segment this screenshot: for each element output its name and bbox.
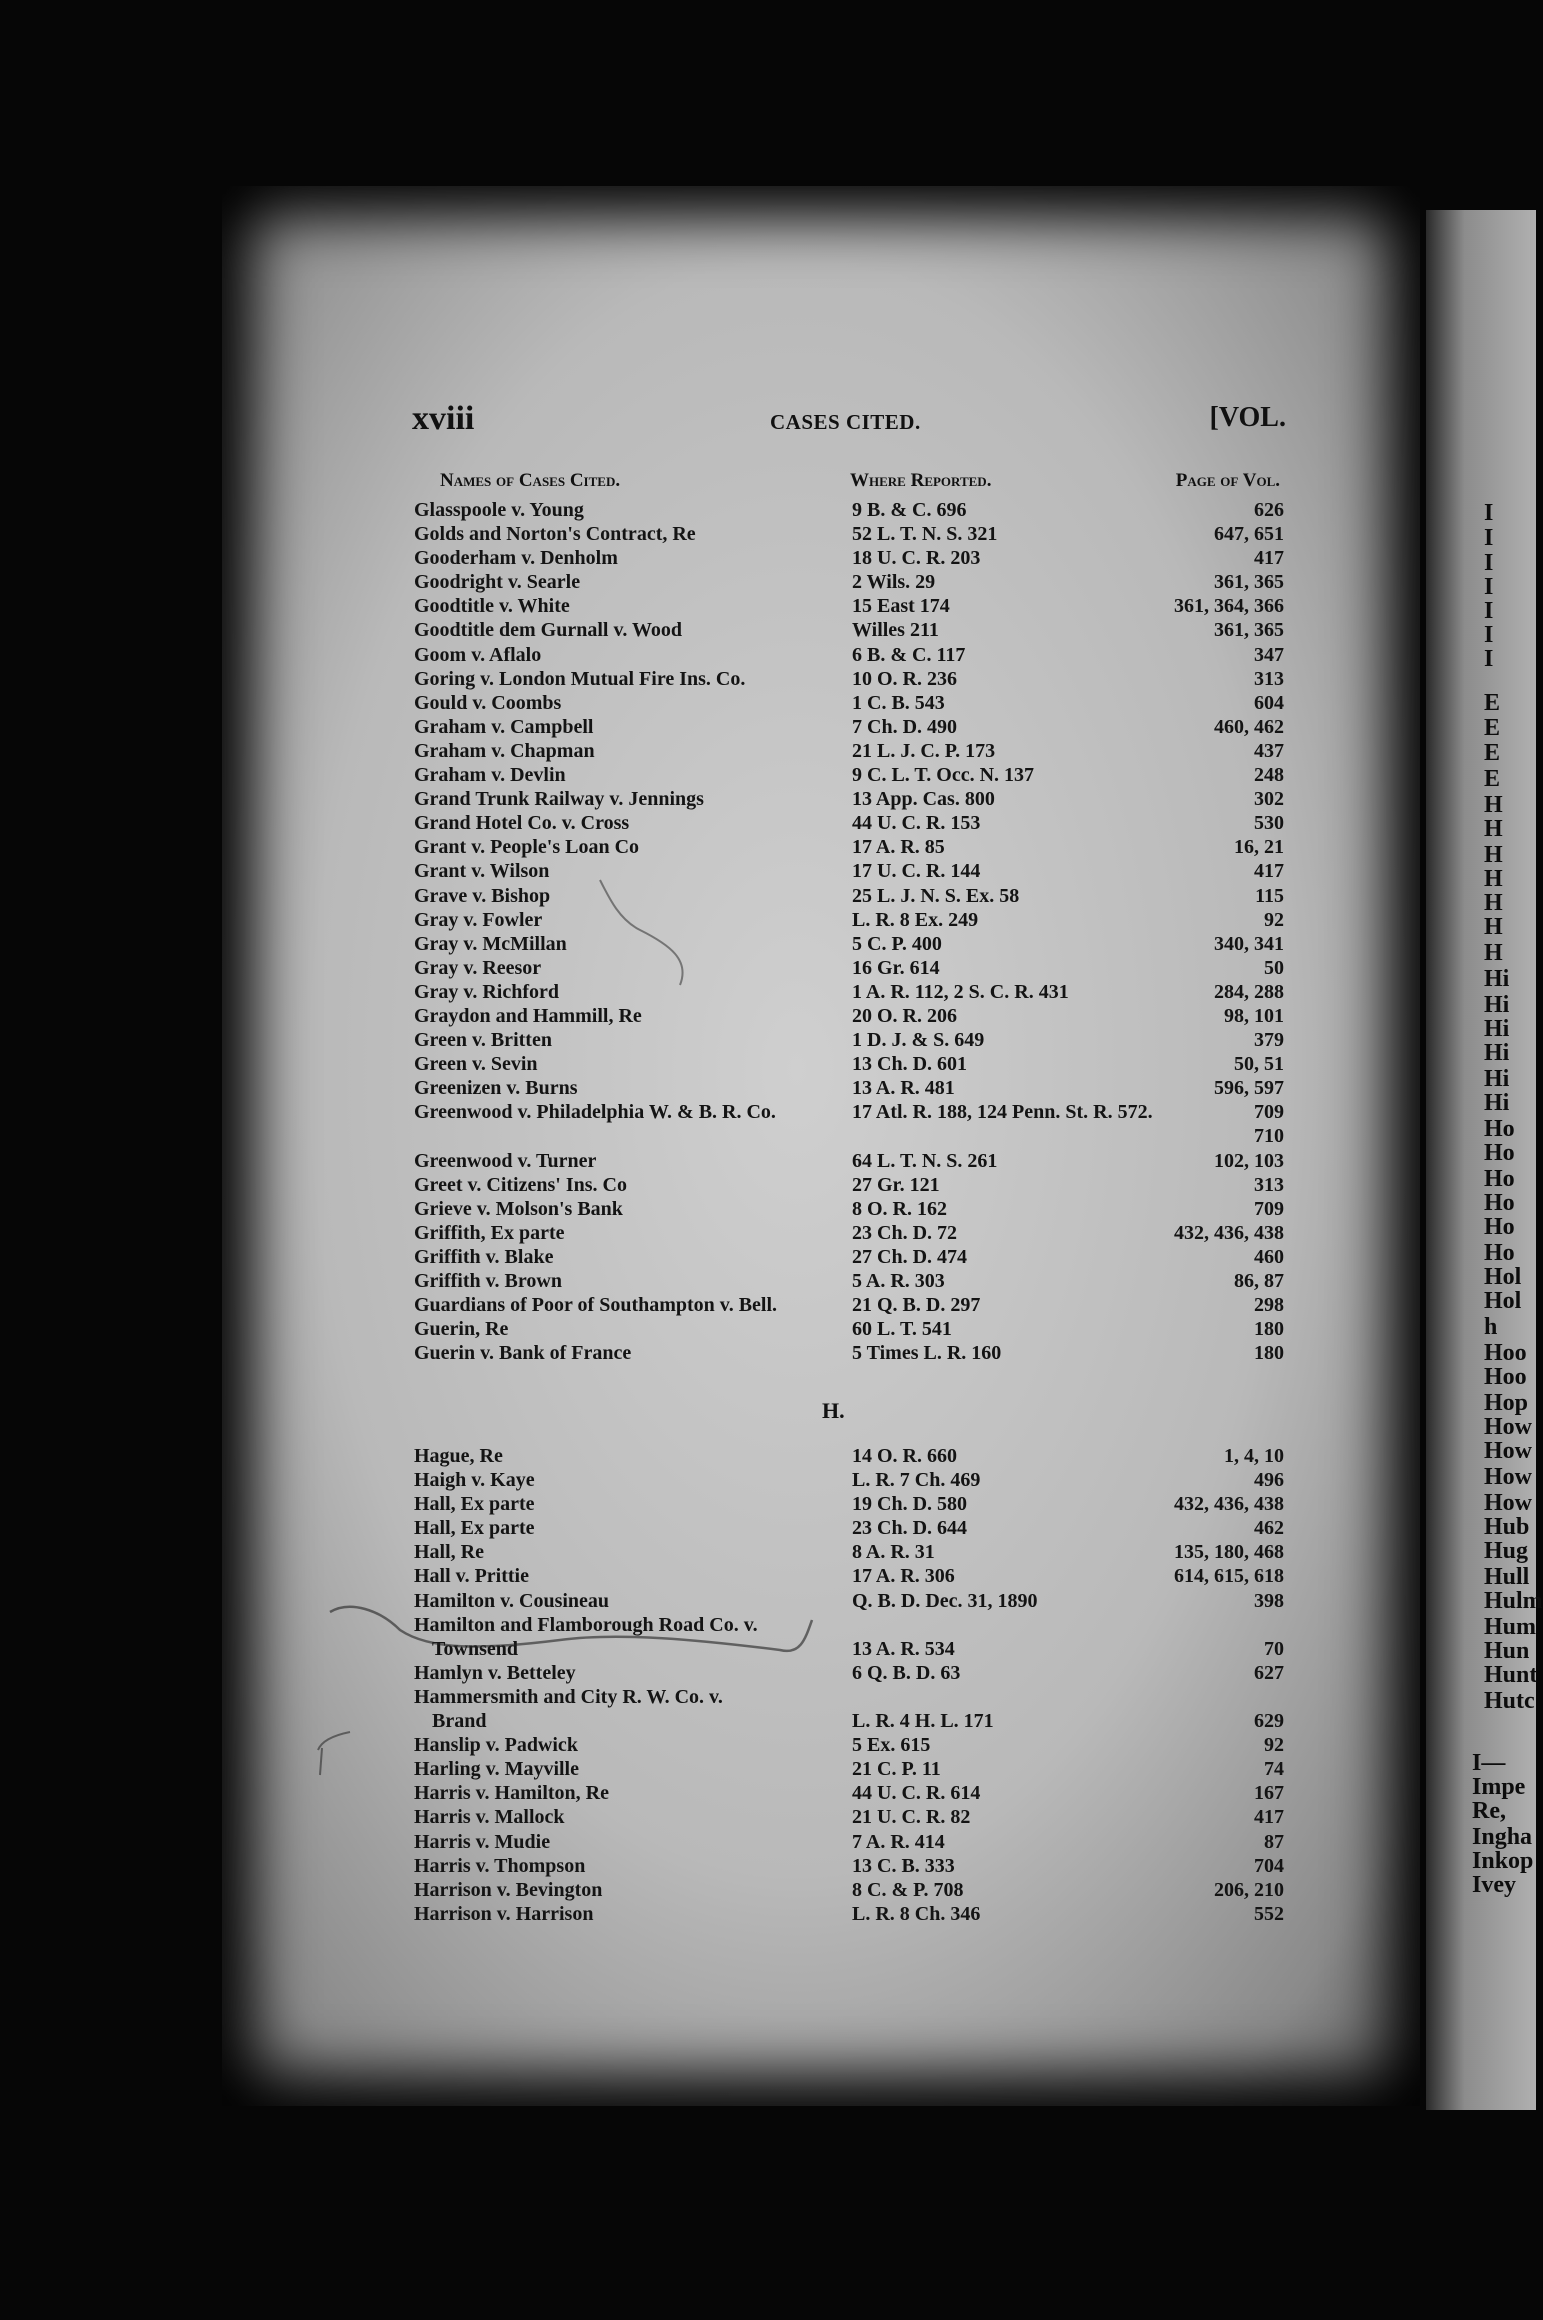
case-row: [414, 1589, 1284, 1613]
case-name: Glasspoole v. Young: [414, 499, 584, 521]
facing-page-fragment: Hub: [1484, 1514, 1530, 1540]
case-row: [414, 1124, 1284, 1148]
case-where-reported: 1 A. R. 112, 2 S. C. R. 431: [852, 980, 1069, 1003]
case-row: [414, 1052, 1284, 1076]
case-row: [414, 1902, 1284, 1926]
case-where-reported: 23 Ch. D. 644: [852, 1517, 968, 1540]
case-row: [414, 1100, 1284, 1124]
case-row: [414, 546, 1284, 570]
facing-page-fragment: Ho: [1484, 1190, 1515, 1216]
case-name: Greenizen v. Burns: [414, 1077, 578, 1100]
facing-page-fragment: Hoo: [1484, 1340, 1527, 1366]
case-page: 1, 4, 10: [1224, 1445, 1284, 1467]
case-name: Green v. Sevin: [414, 1053, 538, 1076]
case-row: [414, 1341, 1284, 1365]
case-row: [414, 522, 1284, 546]
case-name: Grand Trunk Railway v. Jennings: [414, 788, 704, 811]
case-page: 284, 288: [1214, 980, 1284, 1003]
case-page: 417: [1254, 1806, 1284, 1829]
case-row: [414, 570, 1284, 594]
case-row: [414, 811, 1284, 835]
case-row: [414, 1516, 1284, 1540]
facing-page-fragment: I: [1484, 622, 1494, 648]
case-name: Hanslip v. Padwick: [414, 1734, 578, 1757]
case-where-reported: 64 L. T. N. S. 261: [852, 1149, 998, 1172]
case-where-reported: 9 B. & C. 696: [852, 499, 967, 521]
case-where-reported: 20 O. R. 206: [852, 1004, 957, 1027]
case-where-reported: 5 Times L. R. 160: [852, 1342, 1002, 1365]
case-page: 92: [1264, 1734, 1284, 1757]
case-name: Greenwood v. Philadelphia W. & B. R. Co.: [414, 1101, 776, 1124]
case-page: 462: [1254, 1517, 1284, 1540]
case-name: Gray v. McMillan: [414, 932, 567, 955]
facing-page-fragment: Hull: [1484, 1564, 1530, 1590]
case-page: 70: [1264, 1637, 1284, 1660]
facing-page-fragment: Ho: [1484, 1240, 1515, 1266]
facing-page-fragment: Ho: [1484, 1166, 1515, 1192]
case-page: 361, 365: [1214, 571, 1284, 594]
case-where-reported: 9 C. L. T. Occ. N. 137: [852, 764, 1035, 787]
case-row: [414, 715, 1284, 739]
facing-page-fragment: E: [1484, 766, 1501, 792]
facing-page-fragment: E: [1484, 740, 1501, 766]
case-page: 92: [1264, 908, 1284, 931]
case-page: 604: [1254, 691, 1284, 714]
case-where-reported: 21 L. J. C. P. 173: [852, 739, 996, 762]
case-row: [414, 1613, 1284, 1637]
case-row: [414, 932, 1284, 956]
case-name: Townsend: [432, 1637, 518, 1660]
case-name: Griffith, Ex parte: [414, 1221, 565, 1244]
facing-page-fragment: I: [1484, 598, 1494, 624]
case-page: 704: [1254, 1854, 1284, 1877]
facing-page-fragment: Hop: [1484, 1390, 1529, 1416]
case-page: 361, 365: [1214, 619, 1284, 642]
facing-page-fragment: Hol: [1484, 1264, 1522, 1290]
case-page: 298: [1254, 1294, 1284, 1317]
facing-page-fragment: Hi: [1484, 1090, 1510, 1116]
page-number: xviii: [412, 400, 475, 437]
case-row: [414, 739, 1284, 763]
case-where-reported: 15 East 174: [852, 595, 950, 618]
case-row: [414, 908, 1284, 932]
case-name: Gray v. Fowler: [414, 908, 543, 931]
case-where-reported: 27 Ch. D. 474: [852, 1245, 968, 1268]
case-where-reported: 25 L. J. N. S. Ex. 58: [852, 884, 1020, 907]
case-where-reported: 7 A. R. 414: [852, 1830, 945, 1853]
case-row: [414, 1269, 1284, 1293]
case-name: Grave v. Bishop: [414, 884, 551, 907]
case-row: [414, 1317, 1284, 1341]
case-row: [414, 884, 1284, 908]
case-page: 626: [1254, 499, 1284, 521]
case-name: Hall, Ex parte: [414, 1493, 535, 1516]
case-row: [414, 1733, 1284, 1757]
facing-page-fragment: How: [1484, 1464, 1532, 1490]
case-where-reported: 18 U. C. R. 203: [852, 547, 981, 570]
section-heading-h: H.: [822, 1398, 845, 1423]
facing-page-fragment: I: [1484, 500, 1494, 526]
case-page: 627: [1254, 1661, 1284, 1684]
case-page: 530: [1254, 812, 1284, 835]
case-name: Grant v. People's Loan Co: [414, 836, 640, 859]
case-name: Guerin, Re: [414, 1318, 509, 1341]
case-row: [414, 956, 1284, 980]
case-name: Guardians of Poor of Southampton v. Bell.: [414, 1294, 778, 1317]
case-page: 98, 101: [1224, 1004, 1284, 1027]
case-where-reported: 21 Q. B. D. 297: [852, 1294, 981, 1317]
facing-page-fragment: H: [1484, 792, 1503, 818]
volume-label: [VOL.: [1209, 402, 1286, 433]
case-page: 614, 615, 618: [1174, 1565, 1284, 1588]
case-name: Gould v. Coombs: [414, 691, 562, 714]
case-row: [414, 1076, 1284, 1100]
case-where-reported: 17 Atl. R. 188, 124 Penn. St. R. 572.: [852, 1101, 1153, 1124]
case-where-reported: Q. B. D. Dec. 31, 1890: [852, 1589, 1038, 1612]
facing-page-fragment: Impe: [1472, 1774, 1526, 1800]
case-where-reported: 2 Wils. 29: [852, 571, 936, 594]
case-where-reported: 14 O. R. 660: [852, 1445, 957, 1467]
case-where-reported: 17 U. C. R. 144: [852, 860, 981, 883]
case-page: 432, 436, 438: [1174, 1221, 1284, 1244]
column-header-names: Names of Cases Cited.: [440, 470, 621, 491]
case-row: [414, 763, 1284, 787]
case-where-reported: 8 O. R. 162: [852, 1197, 947, 1220]
facing-page-fragment: Ho: [1484, 1116, 1515, 1142]
case-row: [414, 1245, 1284, 1269]
case-row: [414, 1878, 1284, 1902]
case-name: Grieve v. Molson's Bank: [414, 1197, 623, 1220]
page-title: CASES CITED.: [770, 410, 921, 434]
case-row: [414, 1197, 1284, 1221]
case-name: Goom v. Aflalo: [414, 643, 542, 666]
case-where-reported: 17 A. R. 306: [852, 1565, 955, 1588]
case-name: Graham v. Devlin: [414, 764, 566, 787]
case-row: [414, 1468, 1284, 1492]
case-page: 50: [1264, 956, 1284, 979]
facing-page-fragment: H: [1484, 940, 1503, 966]
case-row: [414, 787, 1284, 811]
facing-page-fragment: H: [1484, 914, 1503, 940]
case-row: [414, 594, 1284, 618]
case-name: Graham v. Campbell: [414, 715, 594, 738]
case-page: 460, 462: [1214, 715, 1284, 738]
case-where-reported: 27 Gr. 121: [852, 1173, 940, 1196]
case-page: 206, 210: [1214, 1878, 1284, 1901]
case-where-reported: L. R. 4 H. L. 171: [852, 1710, 994, 1733]
case-row: [414, 1149, 1284, 1173]
facing-page-fragment: Hug: [1484, 1538, 1529, 1564]
case-name: Gray v. Reesor: [414, 956, 542, 979]
case-page: 417: [1254, 547, 1284, 570]
facing-page-fragment: H: [1484, 816, 1503, 842]
case-where-reported: 44 U. C. R. 153: [852, 812, 981, 835]
case-row: [414, 643, 1284, 667]
case-name: Harris v. Hamilton, Re: [414, 1782, 609, 1805]
case-page: 102, 103: [1214, 1149, 1284, 1172]
case-row: [414, 1028, 1284, 1052]
facing-page-fragment: Ho: [1484, 1140, 1515, 1166]
case-where-reported: 6 Q. B. D. 63: [852, 1661, 961, 1684]
facing-page-fragment: Hulm: [1484, 1588, 1543, 1614]
case-page: 167: [1254, 1782, 1284, 1805]
case-page: 437: [1254, 739, 1284, 762]
case-row: [414, 618, 1284, 642]
case-name: Goring v. London Mutual Fire Ins. Co.: [414, 667, 746, 690]
column-header-where: Where Reported.: [850, 470, 992, 491]
case-row: [414, 1173, 1284, 1197]
case-row: [414, 1661, 1284, 1685]
case-where-reported: 6 B. & C. 117: [852, 643, 966, 666]
case-page: 302: [1254, 788, 1284, 811]
case-where-reported: 13 A. R. 481: [852, 1077, 955, 1100]
case-page: 248: [1254, 764, 1284, 787]
case-where-reported: 7 Ch. D. 490: [852, 715, 958, 738]
case-where-reported: 10 O. R. 236: [852, 667, 957, 690]
case-page: 180: [1254, 1342, 1284, 1365]
case-where-reported: 13 App. Cas. 800: [852, 788, 995, 811]
facing-page-fragment: Ho: [1484, 1214, 1515, 1240]
case-where-reported: 8 A. R. 31: [852, 1541, 935, 1564]
case-name: Harrison v. Harrison: [414, 1902, 594, 1925]
case-row: [414, 1492, 1284, 1516]
case-name: Graham v. Chapman: [414, 739, 595, 762]
case-row: [414, 1540, 1284, 1564]
case-page: 347: [1254, 643, 1284, 666]
case-where-reported: 52 L. T. N. S. 321: [852, 523, 998, 546]
case-row: [414, 691, 1284, 715]
facing-page-fragment: I: [1484, 574, 1494, 600]
facing-page-fragment: Hol: [1484, 1288, 1522, 1314]
case-where-reported: 60 L. T. 541: [852, 1318, 952, 1341]
case-where-reported: 16 Gr. 614: [852, 956, 940, 979]
case-row: [414, 1564, 1284, 1588]
case-row: [414, 1709, 1284, 1733]
facing-page-fragment: H: [1484, 866, 1503, 892]
facing-page-fragment: Hoo: [1484, 1364, 1527, 1390]
page-header: [412, 400, 1286, 440]
case-page: 313: [1254, 667, 1284, 690]
column-headers: [440, 470, 1280, 500]
case-name: Hammersmith and City R. W. Co. v.: [414, 1685, 723, 1708]
case-where-reported: Willes 211: [852, 619, 939, 642]
case-where-reported: 44 U. C. R. 614: [852, 1782, 981, 1805]
case-page: 313: [1254, 1173, 1284, 1196]
facing-page-fragment: Inkop: [1472, 1848, 1534, 1874]
case-row: [414, 859, 1284, 883]
facing-page-fragment: How: [1484, 1490, 1532, 1516]
facing-page-fragment: E: [1484, 690, 1501, 716]
case-name: Grand Hotel Co. v. Cross: [414, 812, 630, 835]
case-where-reported: 5 C. P. 400: [852, 932, 942, 955]
cases-list-h: [414, 1444, 1284, 1926]
case-row: [414, 1805, 1284, 1829]
case-row: [414, 1781, 1284, 1805]
case-name: Goodright v. Searle: [414, 571, 581, 594]
case-row: [414, 835, 1284, 859]
facing-page-fragment: Hi: [1484, 1016, 1510, 1042]
facing-page-fragment: I: [1484, 550, 1494, 576]
cases-list-g: [414, 498, 1284, 1365]
case-page: 16, 21: [1234, 836, 1284, 859]
case-where-reported: L. R. 8 Ex. 249: [852, 908, 979, 931]
case-name: Griffith v. Brown: [414, 1270, 562, 1292]
case-name: Graydon and Hammill, Re: [414, 1004, 642, 1027]
case-where-reported: 13 C. B. 333: [852, 1854, 955, 1877]
case-where-reported: 1 D. J. & S. 649: [852, 1029, 985, 1052]
case-name: Goodtitle v. White: [414, 595, 570, 618]
case-where-reported: 5 A. R. 303: [852, 1270, 945, 1292]
facing-page-fragment: Hunt: [1484, 1662, 1538, 1688]
facing-page-fragment: Hi: [1484, 1040, 1510, 1066]
facing-page-edge: [1426, 210, 1543, 2110]
case-page: 87: [1264, 1830, 1284, 1853]
case-name: Greet v. Citizens' Ins. Co: [414, 1173, 627, 1196]
case-page: 86, 87: [1234, 1270, 1284, 1292]
case-row: [414, 498, 1284, 522]
facing-page-fragment: Hum: [1484, 1614, 1537, 1640]
case-name: Hall, Re: [414, 1541, 484, 1564]
case-name: Hamilton v. Cousineau: [414, 1589, 610, 1612]
case-page: 552: [1254, 1902, 1284, 1925]
case-page: 709: [1254, 1197, 1284, 1220]
case-name: Golds and Norton's Contract, Re: [414, 523, 696, 546]
case-page: 135, 180, 468: [1174, 1541, 1284, 1564]
case-name: Gooderham v. Denholm: [414, 547, 618, 570]
case-row: [414, 1293, 1284, 1317]
case-page: 379: [1254, 1029, 1284, 1052]
case-row: [414, 667, 1284, 691]
facing-page-fragment: Hutc: [1484, 1688, 1535, 1714]
case-page: 180: [1254, 1318, 1284, 1341]
case-name: Goodtitle dem Gurnall v. Wood: [414, 619, 682, 642]
case-row: [414, 1637, 1284, 1661]
case-page: 50, 51: [1234, 1053, 1284, 1076]
case-name: Grant v. Wilson: [414, 860, 550, 883]
facing-page-fragment: I—: [1472, 1750, 1506, 1776]
case-name: Haigh v. Kaye: [414, 1469, 535, 1492]
case-name: Hall, Ex parte: [414, 1517, 535, 1540]
case-where-reported: 23 Ch. D. 72: [852, 1221, 958, 1244]
case-page: 460: [1254, 1245, 1284, 1268]
case-page: 496: [1254, 1469, 1284, 1492]
facing-page-fragment: I: [1484, 525, 1494, 551]
case-page: 596, 597: [1214, 1077, 1284, 1100]
case-page: 432, 436, 438: [1174, 1493, 1284, 1516]
case-where-reported: L. R. 7 Ch. 469: [852, 1469, 981, 1492]
case-name: Guerin v. Bank of France: [414, 1342, 632, 1365]
case-where-reported: 8 C. & P. 708: [852, 1878, 964, 1901]
case-page: 709: [1254, 1101, 1284, 1124]
case-name: Brand: [432, 1710, 487, 1733]
facing-page-fragment: H: [1484, 890, 1503, 916]
case-name: Hamilton and Flamborough Road Co. v.: [414, 1613, 758, 1636]
case-where-reported: 1 C. B. 543: [852, 691, 945, 714]
facing-page-fragment: Re,: [1472, 1798, 1506, 1824]
case-name: Hall v. Prittie: [414, 1565, 529, 1588]
column-header-page: Page of Vol.: [1175, 470, 1280, 491]
case-page: 398: [1254, 1589, 1284, 1612]
case-row: [414, 1854, 1284, 1878]
case-where-reported: 19 Ch. D. 580: [852, 1493, 968, 1516]
case-where-reported: 13 A. R. 534: [852, 1637, 955, 1660]
case-name: Gray v. Richford: [414, 980, 559, 1003]
case-row: [414, 1444, 1284, 1468]
case-page: 647, 651: [1214, 523, 1284, 546]
facing-page-fragment: I: [1484, 646, 1494, 672]
case-row: [414, 1004, 1284, 1028]
case-name: Harrison v. Bevington: [414, 1878, 603, 1901]
case-page: 417: [1254, 860, 1284, 883]
case-page: 710: [1254, 1125, 1284, 1148]
case-where-reported: 21 C. P. 11: [852, 1758, 941, 1781]
case-name: Griffith v. Blake: [414, 1245, 554, 1268]
case-name: Hamlyn v. Betteley: [414, 1661, 576, 1684]
facing-page-fragment: H: [1484, 842, 1503, 868]
facing-page-fragment: E: [1484, 715, 1501, 741]
facing-page-fragment: How: [1484, 1438, 1532, 1464]
case-row: [414, 1221, 1284, 1245]
facing-page-fragment: Ingha: [1472, 1824, 1533, 1850]
case-name: Harris v. Mudie: [414, 1830, 551, 1853]
case-name: Green v. Britten: [414, 1029, 552, 1052]
facing-page-fragment: Hi: [1484, 966, 1510, 992]
case-page: 74: [1264, 1758, 1284, 1781]
case-where-reported: 13 Ch. D. 601: [852, 1053, 968, 1076]
case-name: Hague, Re: [414, 1445, 503, 1467]
case-name: Harris v. Mallock: [414, 1806, 565, 1829]
case-name: Harris v. Thompson: [414, 1854, 586, 1877]
facing-page-fragment: Hi: [1484, 992, 1510, 1018]
facing-page-fragment: h: [1484, 1314, 1498, 1340]
case-row: [414, 980, 1284, 1004]
case-row: [414, 1757, 1284, 1781]
case-page: 361, 364, 366: [1174, 595, 1284, 618]
case-where-reported: 17 A. R. 85: [852, 836, 945, 859]
facing-page-fragment: How: [1484, 1414, 1532, 1440]
case-name: Greenwood v. Turner: [414, 1149, 597, 1172]
case-row: [414, 1830, 1284, 1854]
case-where-reported: 5 Ex. 615: [852, 1734, 931, 1757]
case-page: 115: [1255, 884, 1284, 907]
case-name: Harling v. Mayville: [414, 1758, 579, 1781]
case-row: [414, 1685, 1284, 1709]
facing-page-fragment: Hi: [1484, 1066, 1510, 1092]
case-page: 629: [1254, 1710, 1284, 1733]
case-where-reported: L. R. 8 Ch. 346: [852, 1902, 981, 1925]
case-where-reported: 21 U. C. R. 82: [852, 1806, 971, 1829]
facing-page-fragment: Hun: [1484, 1638, 1530, 1664]
facing-page-fragment: Ivey: [1472, 1872, 1516, 1898]
case-page: 340, 341: [1214, 932, 1284, 955]
